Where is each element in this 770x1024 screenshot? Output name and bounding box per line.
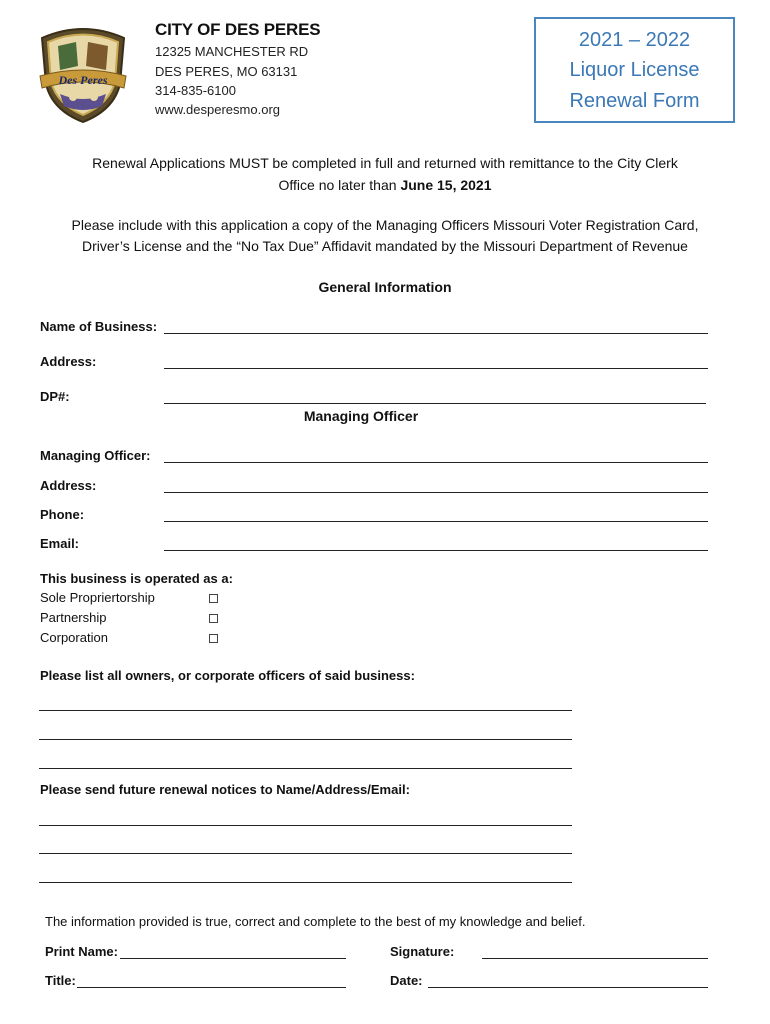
managing-officer-field[interactable] xyxy=(164,462,708,463)
city-seal-logo xyxy=(36,24,130,124)
svg-text:Des Peres: Des Peres xyxy=(58,73,108,87)
date-label: Date: xyxy=(390,973,423,988)
website: www.desperesmo.org xyxy=(155,102,280,117)
owners-line-1[interactable] xyxy=(39,710,572,711)
form-title-box xyxy=(534,17,735,123)
owners-heading: Please list all owners, or corporate officers of said business: xyxy=(40,668,415,683)
address-line-1: 12325 MANCHESTER RD xyxy=(155,44,309,59)
intro-line-3: Please include with this application a copy of the Managing Officers Missouri Voter Registration Card, xyxy=(71,217,699,233)
renewal-notices-line-3[interactable] xyxy=(39,882,572,883)
form-title-license: Liquor License xyxy=(569,59,700,81)
owners-line-2[interactable] xyxy=(39,739,572,740)
title-label: Title: xyxy=(45,973,76,988)
signature-label: Signature: xyxy=(390,944,455,959)
form-title-renewal: Renewal Form xyxy=(569,90,700,112)
managing-officer-heading: Managing Officer xyxy=(303,408,419,424)
business-address-field[interactable] xyxy=(164,368,708,369)
intro-line-2 xyxy=(0,177,770,193)
owners-line-3[interactable] xyxy=(39,768,572,769)
address-line-2: DES PERES, MO 63131 xyxy=(155,64,298,79)
business-name-field[interactable] xyxy=(164,333,708,334)
dp-number-label: DP#: xyxy=(40,389,70,404)
renewal-notices-line-1[interactable] xyxy=(39,825,572,826)
dp-number-field[interactable] xyxy=(164,403,706,404)
intro-line-4: Driver’s License and the “No Tax Due” Affidavit mandated by the Missouri Department of Revenue xyxy=(82,238,688,254)
renewal-notices-heading: Please send future renewal notices to Name/Address/Email: xyxy=(40,782,410,797)
officer-address-label: Address: xyxy=(40,478,97,493)
print-name-label: Print Name: xyxy=(45,944,118,959)
officer-email-label: Email: xyxy=(40,536,80,551)
business-address-label: Address: xyxy=(40,354,97,369)
city-seal-icon xyxy=(36,24,130,124)
print-name-field[interactable] xyxy=(120,958,346,959)
renewal-notices-line-2[interactable] xyxy=(39,853,572,854)
officer-email-field[interactable] xyxy=(164,550,708,551)
option-corporation-label: Corporation xyxy=(40,630,108,645)
corporation-checkbox[interactable] xyxy=(209,634,218,643)
officer-phone-label: Phone: xyxy=(40,507,85,522)
phone-number: 314-835-6100 xyxy=(155,83,236,98)
signature-field[interactable] xyxy=(482,958,708,959)
option-partnership-label: Partnership xyxy=(40,610,107,625)
business-type-heading: This business is operated as a: xyxy=(40,571,233,586)
city-name: CITY OF DES PERES xyxy=(155,20,321,39)
officer-phone-field[interactable] xyxy=(164,521,708,522)
managing-officer-label: Managing Officer: xyxy=(40,448,151,463)
date-field[interactable] xyxy=(428,987,708,988)
intro-line-1: Renewal Applications MUST be completed in full and returned with remittance to the City Clerk xyxy=(92,155,678,171)
general-information-heading: General Information xyxy=(318,279,452,295)
option-sole-proprietorship-label: Sole Propriertorship xyxy=(40,590,155,605)
sole-proprietorship-checkbox[interactable] xyxy=(209,594,218,603)
attestation-statement: The information provided is true, correct and complete to the best of my knowledge and belief. xyxy=(45,914,586,929)
officer-address-field[interactable] xyxy=(164,492,708,493)
form-title-years: 2021 – 2022 xyxy=(578,29,691,51)
intro-deadline-prefix: Office no later than xyxy=(278,177,401,193)
business-name-label: Name of Business: xyxy=(40,319,158,334)
intro-deadline-date: June 15, 2021 xyxy=(400,177,492,193)
title-field[interactable] xyxy=(77,987,346,988)
partnership-checkbox[interactable] xyxy=(209,614,218,623)
